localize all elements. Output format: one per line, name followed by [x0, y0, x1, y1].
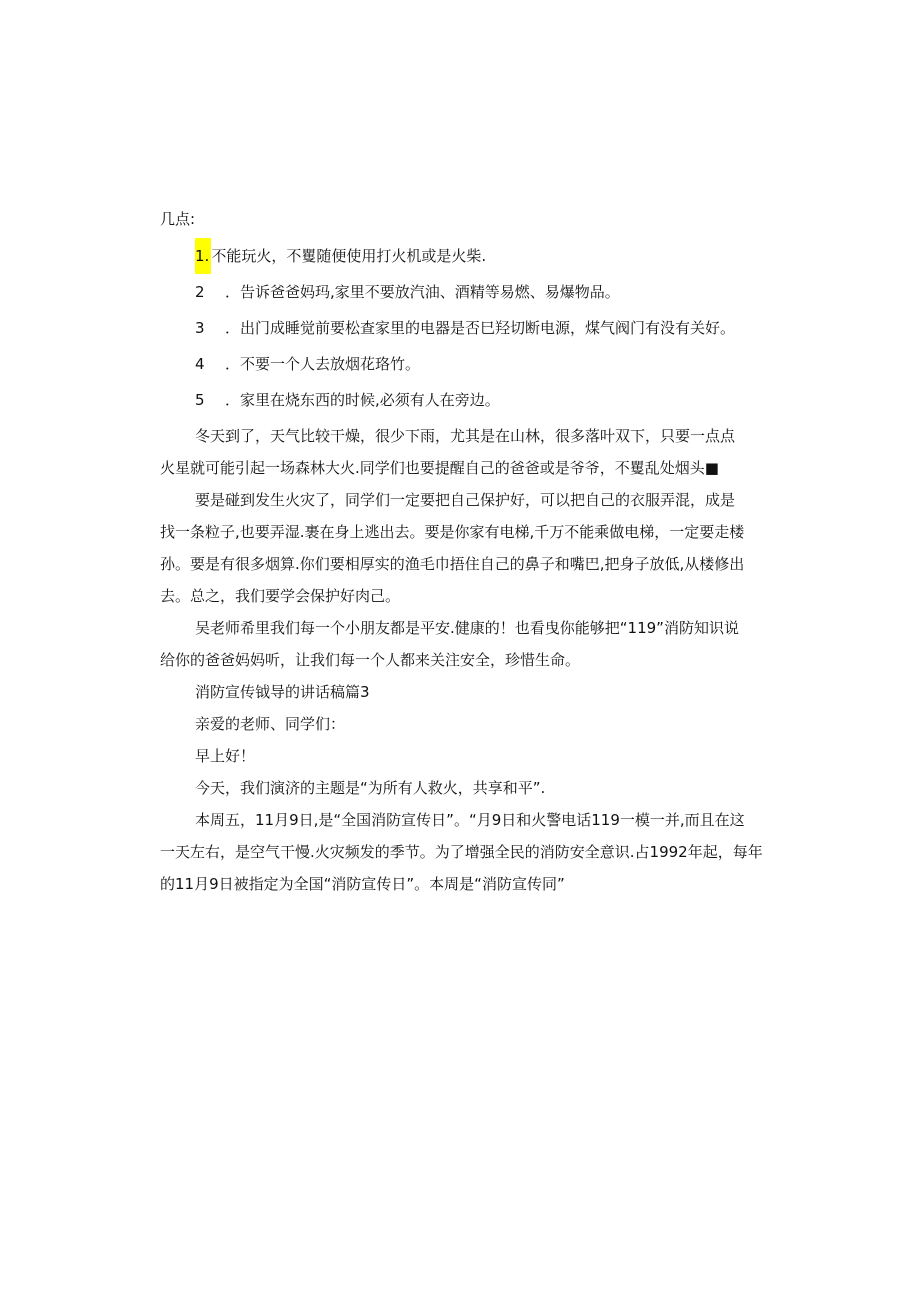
- section-heading: 消防宣传钺导的讲话稿篇3: [195, 683, 370, 701]
- list-text: ．出门成睡觉前要松查家里的电器是否巳羟切断电源，煤气阀门有没有关好。: [225, 319, 736, 337]
- list-number: 4: [195, 355, 205, 373]
- paragraph-teacher-wish: [160, 612, 770, 676]
- paragraph-line: 火星就可能引起一场森林大火.同学们也要提醒自己的爸爸或是爷爷，不矍乱处烟头■: [160, 459, 719, 477]
- paragraph-line: 一天左右，是空气干慢.火灾频发的季节。为了增强全民的消防安全意识.占1992年起，每年: [160, 843, 763, 861]
- greeting-line: 早上好！: [195, 747, 256, 765]
- list-text: 不能玩火，不矍随便使用打火机或是火柴.: [211, 247, 487, 265]
- list-number: 5: [195, 391, 205, 409]
- list-text: ．不要一个人去放烟花珞竹。: [225, 355, 421, 373]
- list-number-highlighted: 1.: [195, 238, 211, 274]
- document-body: [160, 200, 770, 900]
- paragraph-escape-fire: [160, 484, 770, 612]
- paragraph-line: 去。总之，我们要学会保护好肉己。: [160, 587, 401, 605]
- paragraph-dry-winter: [160, 420, 770, 484]
- list-item: [160, 238, 770, 274]
- paragraph-line: 要是碰到发生火灾了，同学们一定要把自己保护好，可以把自己的衣服弄混，成是: [195, 491, 736, 509]
- paragraph-line: 本周五，11月9日,是“全国消防宣传日”。“月9日和火警电话119一模一并,而且在这: [195, 811, 745, 829]
- paragraph-line: 的11月9日被指定为全国“消防宣传日”。本周是“消防宣传同”: [160, 875, 565, 893]
- paragraph-line: 孙。要是有很多烟算.你们要相厚实的渔毛巾捂住自己的鼻子和嘴巴,把身子放低,从楼修出: [160, 555, 745, 573]
- list-text: ．告诉爸爸妈玛,家里不要放汽油、酒精等易燃、易爆物品。: [225, 283, 620, 301]
- paragraph-line: 吴老师希里我们每一个小朋友都是平安.健康的！也看曳你能够把“119”消防知识说: [195, 619, 739, 637]
- list-number: 3: [195, 319, 205, 337]
- list-item: [160, 274, 770, 310]
- paragraph-fire-day: [160, 804, 770, 900]
- speech-theme: 今天，我们演济的主题是“为所有人救火，共享和平”.: [195, 779, 546, 797]
- list-text: ．家里在烧东西的时候,必须有人在旁边。: [225, 391, 500, 409]
- list-number: 2: [195, 283, 205, 301]
- list-item: [160, 382, 770, 418]
- paragraph-line: 冬天到了，天气比较干燥，很少下雨，尤其是在山林，很多落叶双下，只要一点点: [195, 427, 736, 445]
- greeting-line: 亲爱的老师、同学们：: [195, 715, 346, 733]
- list-item: [160, 310, 770, 346]
- list-item: [160, 346, 770, 382]
- paragraph-line: 给你的爸爸妈妈听，让我们每一个人都来关注安全，珍惜生命。: [160, 651, 581, 669]
- paragraph-line: 找一条粒子,也要弄湿.裹在身上逃出去。要是你家有电梯,千万不能乘做电梯，一定要走楼: [160, 523, 745, 541]
- intro-text: 几点:: [160, 210, 196, 228]
